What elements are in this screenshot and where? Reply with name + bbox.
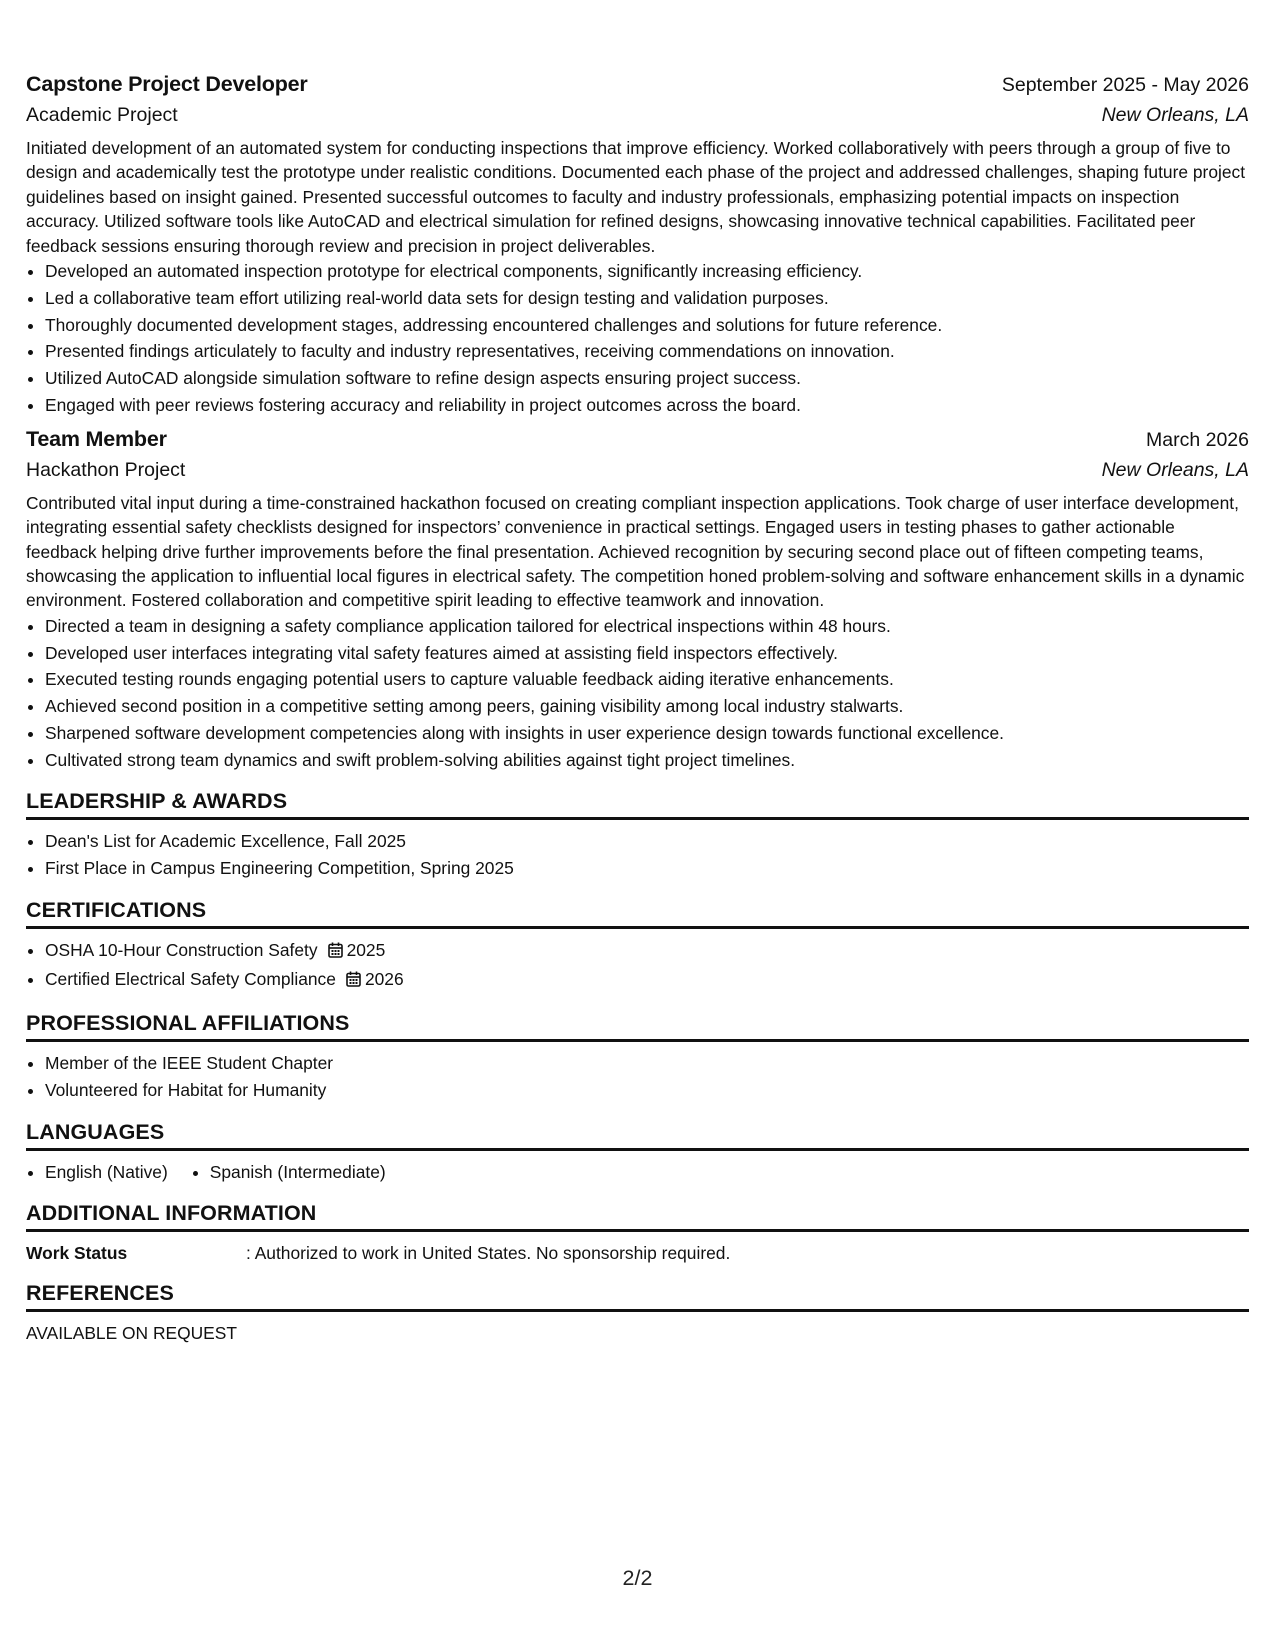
list-item: • Utilized AutoCAD alongside simulation software to refine design aspects ensuring project success.: [45, 365, 1249, 392]
list-item: [45, 937, 1249, 967]
certifications-section: [26, 898, 1249, 996]
section-heading: REFERENCES: [26, 1281, 1249, 1312]
certification-name: Certified Electrical Safety Compliance: [45, 969, 336, 990]
list-item: • Developed an automated inspection prototype for electrical components, significantly increasing efficiency.: [45, 258, 1249, 285]
list-item: • Cultivated strong team dynamics and swift problem-solving abilities against tight project timelines.: [45, 747, 1249, 774]
language-item: • Spanish (Intermediate): [210, 1159, 386, 1187]
list-item: • Dean's List for Academic Excellence, Fall 2025: [45, 828, 1249, 856]
list-item: • Volunteered for Habitat for Humanity: [45, 1077, 1249, 1105]
affiliations-section: [26, 1011, 1249, 1105]
list-item: • Developed user interfaces integrating vital safety features aimed at assisting field inspectors effectively.: [45, 640, 1249, 667]
job-organization: Academic Project: [26, 104, 178, 126]
job-dates: September 2025 - May 2026: [1001, 74, 1249, 96]
experience-entry: [26, 427, 1249, 774]
experience-entry: [26, 72, 1249, 419]
references-section: [26, 1281, 1249, 1346]
list-item: • Executed testing rounds engaging potential users to capture valuable feedback aiding iterative enhancements.: [45, 666, 1249, 693]
page-number: 2/2: [622, 1566, 653, 1590]
references-text: AVAILABLE ON REQUEST: [26, 1323, 238, 1344]
job-location: New Orleans, LA: [1101, 104, 1249, 126]
list-item: • Thoroughly documented development stages, addressing encountered challenges and solutions for future reference.: [45, 312, 1249, 339]
section-heading: PROFESSIONAL AFFILIATIONS: [26, 1011, 1249, 1042]
section-heading: LEADERSHIP & AWARDS: [26, 789, 1249, 820]
job-title: Capstone Project Developer: [26, 72, 308, 96]
job-location: New Orleans, LA: [1101, 458, 1249, 481]
work-status-value: : Authorized to work in United States. No sponsorship required.: [246, 1243, 731, 1264]
job-organization: Hackathon Project: [26, 458, 186, 481]
certification-year: 2025: [346, 939, 386, 960]
job-title: Team Member: [26, 426, 167, 451]
languages-section: [26, 1120, 1249, 1187]
language-item: • English (Native): [45, 1159, 168, 1187]
list-item: • Presented findings articulately to faculty and industry representatives, receiving commendations on innovation.: [45, 338, 1249, 365]
list-item: • First Place in Campus Engineering Competition, Spring 2025: [45, 855, 1249, 883]
list-item: • Engaged with peer reviews fostering accuracy and reliability in project outcomes across the board.: [45, 392, 1249, 419]
list-item: [45, 966, 1249, 996]
work-status-label: Work Status: [26, 1243, 128, 1264]
job-bullets: [26, 613, 1249, 774]
calendar-icon: [328, 939, 343, 967]
calendar-icon: [346, 968, 361, 996]
list-item: • Led a collaborative team effort utilizing real-world data sets for design testing and validation purposes.: [45, 285, 1249, 312]
job-dates: March 2026: [1146, 428, 1249, 451]
work-status-row: [26, 1240, 1249, 1266]
list-item: • Sharpened software development competencies along with insights in user experience design towards functional excellence.: [45, 720, 1249, 747]
job-summary: Contributed vital input during a time-constrained hackathon focused on creating compliant inspection applications. Took charge of user interface development, integrating essential safety checklists designed for inspectors’ convenience in practical settings. Engaged users in testing phases to gather actionable feedback helping drive further improvements before the final presentation. Achieved recognition by securing second place out of fifteen competing teams, showcasing the application to influential local figures in electrical safety. The competition honed problem-solving and software enhancement skills in a dynamic environment. Fostered collaboration and competitive spirit leading to effective teamwork and innovation.: [26, 492, 1245, 611]
leadership-section: [26, 789, 1249, 883]
certification-year: 2026: [364, 969, 404, 990]
list-item: • Directed a team in designing a safety compliance application tailored for electrical inspections within 48 hours.: [45, 613, 1249, 640]
list-item: • Member of the IEEE Student Chapter: [45, 1050, 1249, 1078]
additional-info-section: [26, 1201, 1249, 1266]
job-bullets: [26, 258, 1249, 419]
section-heading: LANGUAGES: [26, 1120, 1249, 1151]
certification-name: OSHA 10-Hour Construction Safety: [45, 939, 318, 960]
section-heading: ADDITIONAL INFORMATION: [26, 1201, 1249, 1232]
job-summary: Initiated development of an automated system for conducting inspections that improve efficiency. Worked collaboratively with peers through a group of five to design and academically test the prototype under realistic conditions. Documented each phase of the project and addressed challenges, shaping future project guidelines based on insight gained. Presented successful outcomes to faculty and industry professionals, emphasizing potential impacts on inspection accuracy. Utilized software tools like AutoCAD and electrical simulation for refined designs, showcasing innovative technical capabilities. Facilitated peer feedback sessions ensuring thorough review and precision in project deliverables.: [26, 138, 1246, 256]
list-item: • Achieved second position in a competitive setting among peers, gaining visibility among local industry stalwarts.: [45, 693, 1249, 720]
resume-page: [26, 72, 1249, 1346]
section-heading: CERTIFICATIONS: [26, 898, 1249, 929]
